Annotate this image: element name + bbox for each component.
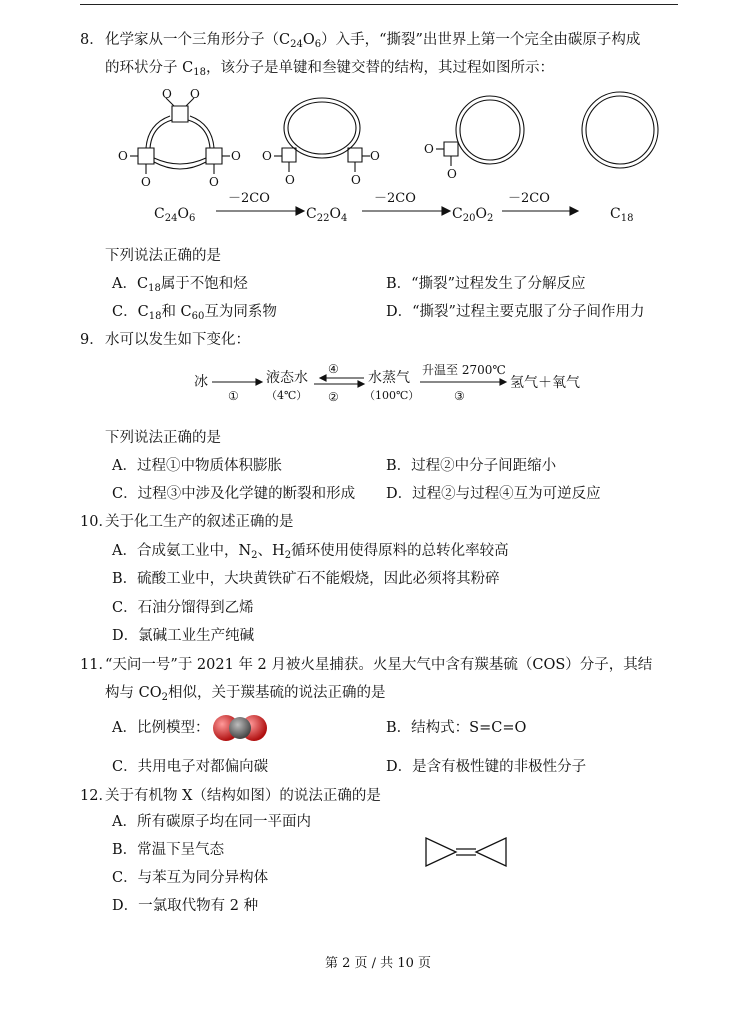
q10-number: 10．: [80, 514, 113, 530]
vapor-temp: （100℃）: [364, 389, 420, 402]
q12-option-d: D．一氯取代物有 2 种: [112, 898, 259, 914]
q10-option-c: C．石油分馏得到乙烯: [112, 600, 254, 616]
o-label: O: [351, 173, 361, 187]
q8-option-d: D．“撕裂”过程主要克服了分子间作用力: [386, 304, 645, 320]
c22o4-structure: [274, 98, 370, 172]
q11-option-d: D．是含有极性键的非极性分子: [386, 759, 587, 775]
q8-line2: 的环状分子 $C_{18}$，该分子是单键和叁键交替的结构，其过程如图所示：: [105, 60, 554, 78]
q8-option-b: B．“撕裂”过程发生了分解反应: [386, 276, 586, 292]
q12-option-c: C．与苯互为同分异构体: [112, 870, 269, 886]
q8-stem: 下列说法正确的是: [105, 248, 221, 264]
o-label: O: [118, 149, 128, 163]
o-label: O: [424, 142, 434, 156]
o-label: O: [447, 167, 457, 181]
heat-condition: 升温至 2700℃: [422, 363, 506, 377]
q8-option-a: A．$C_{18}$属于不饱和烃: [112, 276, 248, 294]
q11-line2: 构与 $CO_2$相似，关于羰基硫的说法正确的是: [105, 685, 386, 703]
liquid-temp: （4℃）: [266, 389, 308, 402]
q11-option-a: A．比例模型：: [112, 720, 210, 736]
o-label: O: [262, 149, 272, 163]
q9-option-b: B．过程②中分子间距缩小: [386, 458, 557, 474]
q9-text: 水可以发生如下变化：: [105, 332, 250, 348]
q9-water-diagram: [190, 356, 610, 406]
q12-text: 关于有机物 X（结构如图）的说法正确的是: [105, 788, 381, 804]
q11-line1: “天问一号”于 2021 年 2 月被火星捕获。火星大气中含有羰基硫（COS）分子，其结: [105, 657, 653, 673]
q9-option-c: C．过程③中涉及化学键的断裂和形成: [112, 486, 356, 502]
o-label: O: [285, 173, 295, 187]
carbon-atom: [229, 717, 251, 739]
q12-option-b: B．常温下呈气态: [112, 842, 225, 858]
q11-option-c: C．共用电子对都偏向碳: [112, 759, 269, 775]
vapor-label: 水蒸气: [368, 370, 410, 386]
q8-option-c: C．$C_{18}$和 $C_{60}$互为同系物: [112, 304, 277, 322]
q9-number: 9．: [80, 332, 104, 348]
q9-option-a: A．过程①中物质体积膨胀: [112, 458, 282, 474]
q8-number: 8．: [80, 32, 104, 48]
cos-space-filling-model: [212, 711, 268, 745]
page-footer: 第 2 页 / 共 10 页: [325, 956, 431, 971]
c24o6-structure: [130, 98, 230, 174]
o-label: O: [162, 87, 172, 101]
products-label: 氢气＋氧气: [510, 375, 580, 391]
arrow-label-2: －2CO: [374, 191, 416, 206]
formula-c20o2: $C_{20}O_2$: [452, 206, 494, 224]
o-label: O: [190, 87, 200, 101]
ice-label: 冰: [194, 374, 208, 390]
q12-option-a: A．所有碳原子均在同一平面内: [112, 814, 311, 830]
circle-1: ①: [228, 389, 239, 403]
c18-structure: [582, 92, 658, 168]
o-label: O: [370, 149, 380, 163]
formula-c24o6: $C_{24}O_6$: [154, 206, 196, 224]
circle-3: ③: [454, 389, 465, 403]
q9-option-d: D．过程②与过程④互为可逆反应: [386, 486, 601, 502]
q11-number: 11．: [80, 657, 113, 673]
header-rule: [80, 4, 678, 5]
q10-option-a: A．合成氨工业中，$N_2$、$H_2$循环使用使得原料的总转化率较高: [112, 543, 509, 561]
o-label: O: [231, 149, 241, 163]
q12-number: 12．: [80, 788, 113, 804]
circle-4: ④: [328, 362, 339, 376]
formula-c18: $C_{18}$: [610, 206, 634, 224]
o-label: O: [141, 175, 151, 189]
bicyclopropylidene-structure: [420, 832, 512, 872]
arrow-label-3: －2CO: [508, 191, 550, 206]
circle-2: ②: [328, 390, 339, 404]
liquid-water-label: 液态水: [266, 370, 308, 386]
arrow-label-1: －2CO: [228, 191, 270, 206]
q8-line1: 化学家从一个三角形分子$(C_{24}O_6)$入手，“撕裂”出世界上第一个完全由碳原子构成: [105, 32, 641, 50]
q10-option-b: B．硫酸工业中，大块黄铁矿石不能煅烧，因此必须将其粉碎: [112, 571, 500, 587]
o-label: O: [209, 175, 219, 189]
q10-option-d: D．氯碱工业生产纯碱: [112, 628, 255, 644]
q9-stem: 下列说法正确的是: [105, 430, 221, 446]
formula-c22o4: $C_{22}O_4$: [306, 206, 348, 224]
c20o2-structure: [436, 96, 524, 166]
q8-reaction-figure: [110, 86, 690, 234]
q10-text: 关于化工生产的叙述正确的是: [105, 514, 294, 530]
q11-option-b: B．结构式：S=C=O: [386, 720, 527, 736]
